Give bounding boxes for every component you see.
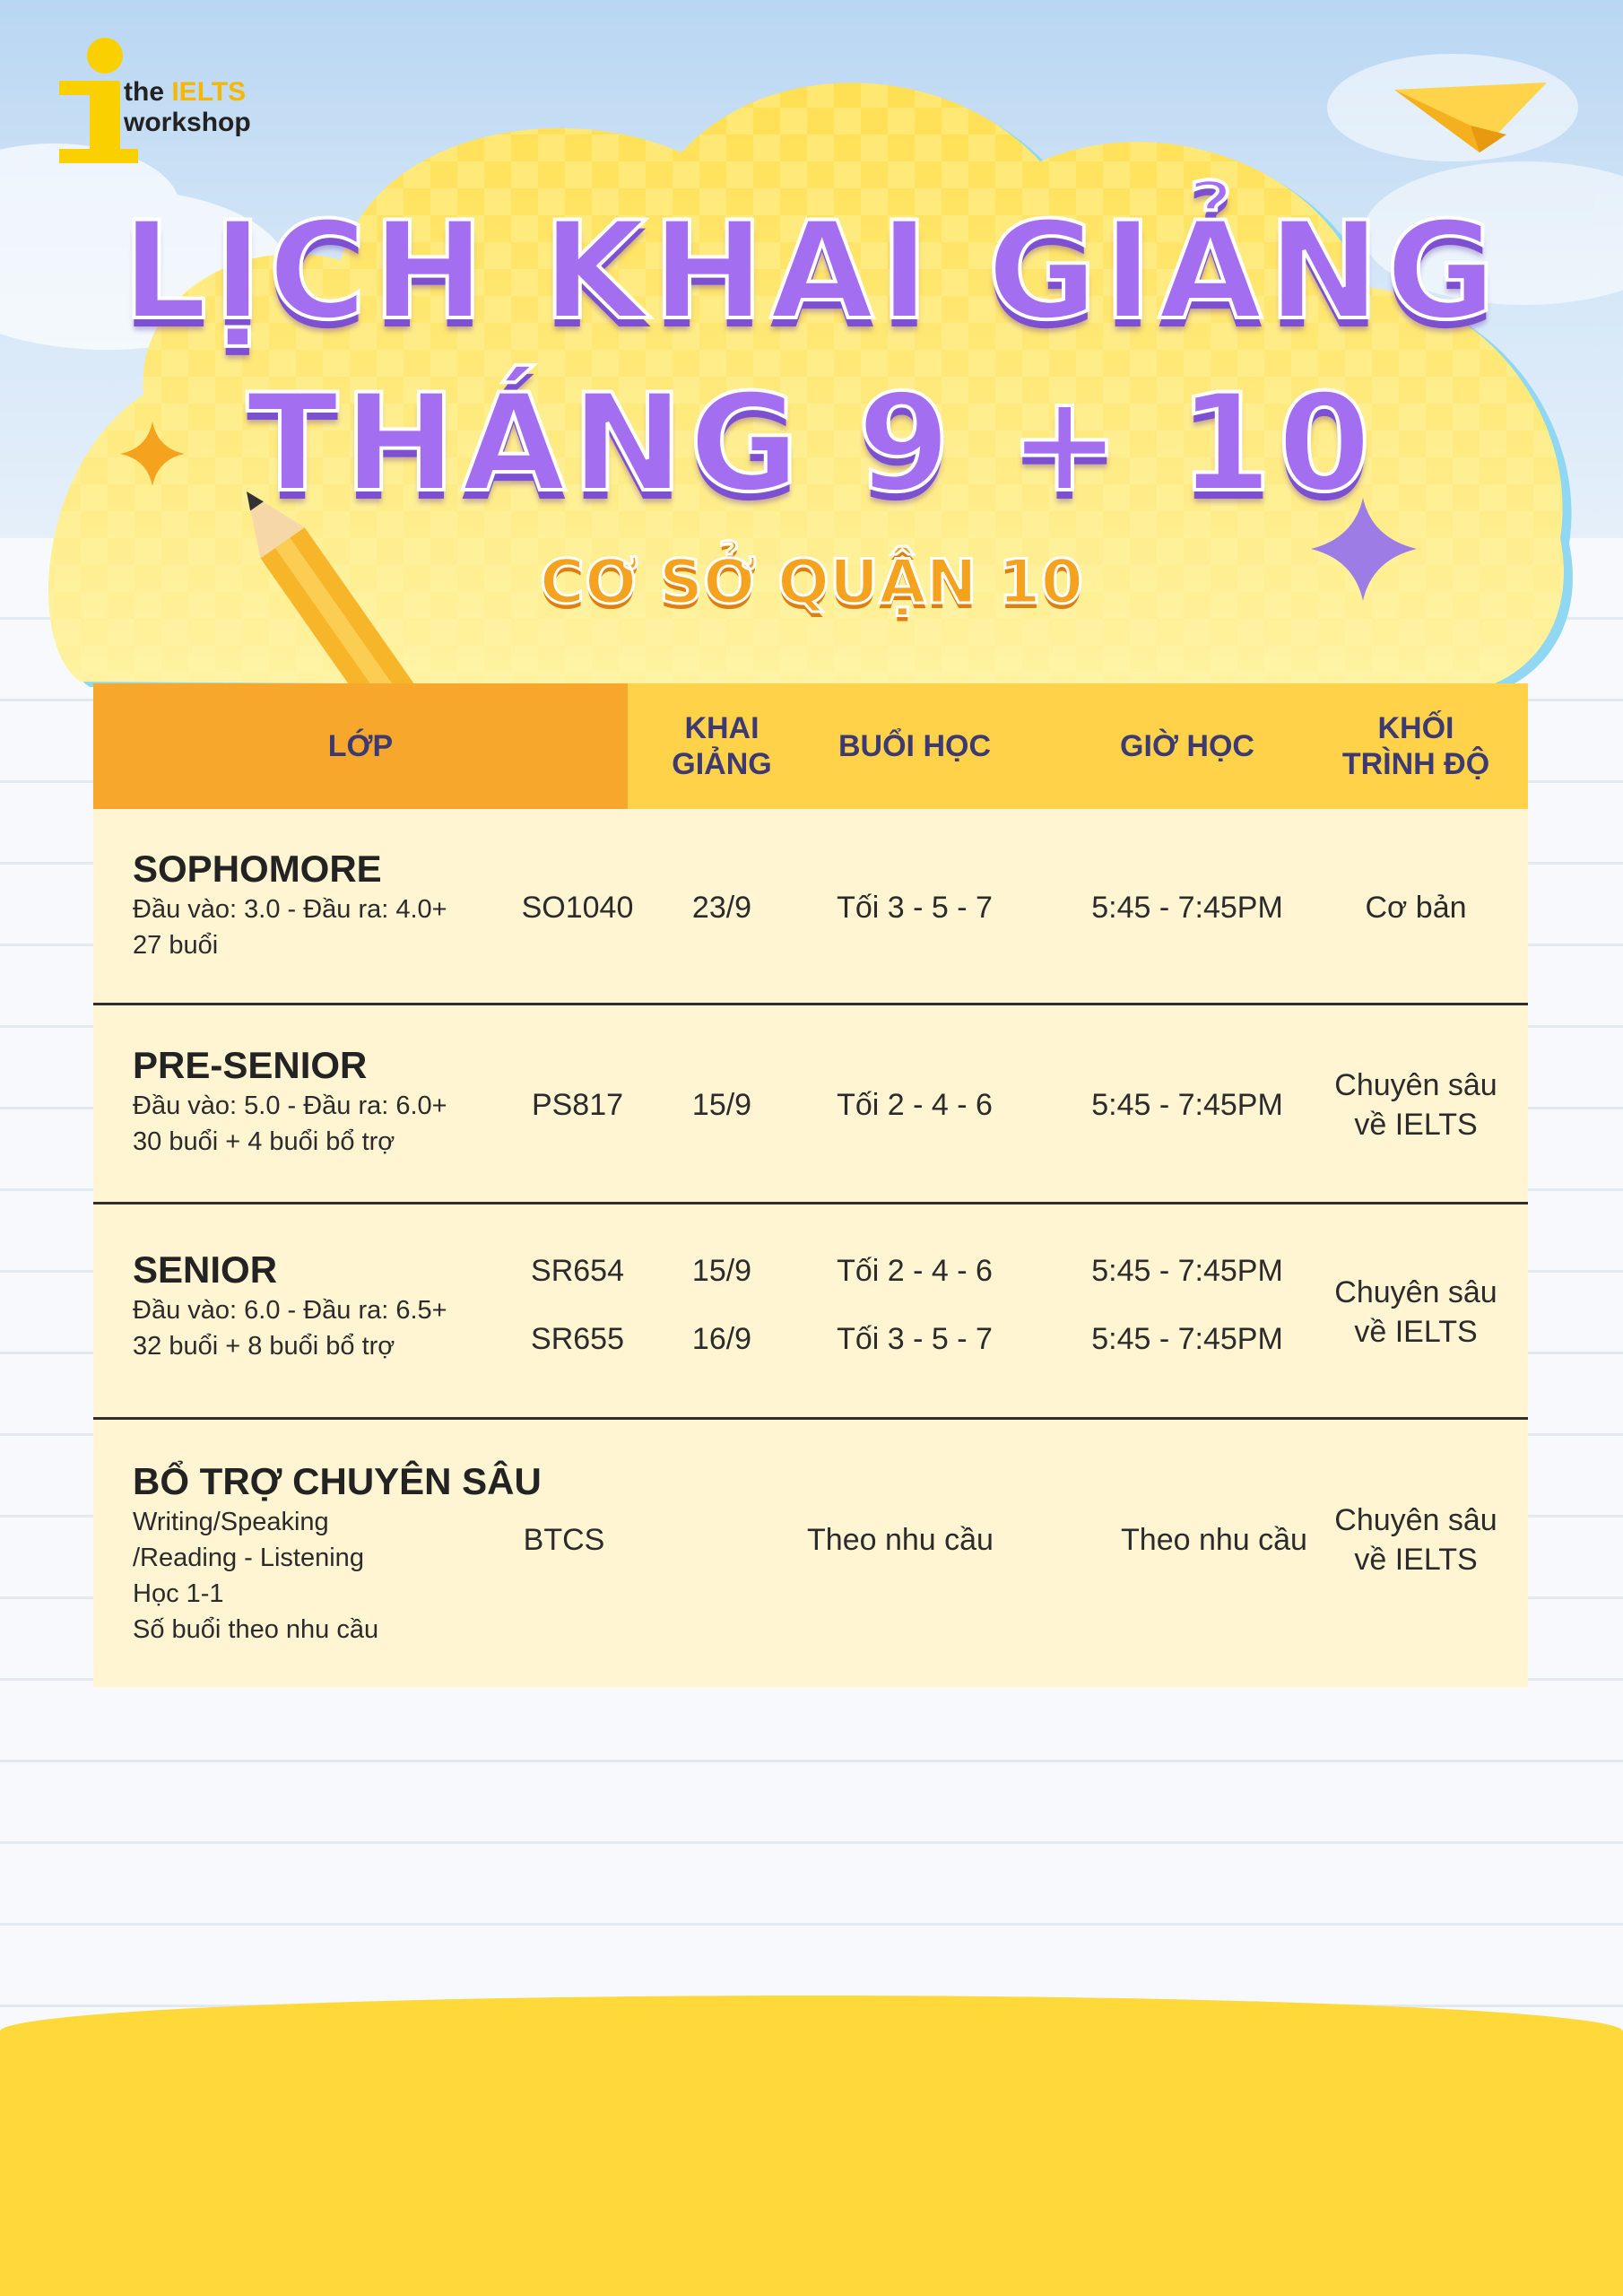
time: 5:45 - 7:45PM [1091,890,1283,925]
time: 5:45 - 7:45PM [1091,1088,1283,1122]
title-line-2: THÁNG 9 + 10 [246,366,1377,522]
title-line-1: LỊCH KHAI GIẢNG [121,194,1502,350]
header-session: BUỔI HỌC [838,729,991,763]
header-start: KHAI GIẢNG [672,711,772,781]
start-date: 16/9 [691,1322,752,1356]
session: Tối 3 - 5 - 7 [837,1322,993,1356]
logo-ielts: IELTS [171,77,247,107]
level: Chuyên sâu về IELTS [1334,1503,1497,1577]
start-date: 23/9 [691,890,752,925]
class-desc: Writing/Speaking /Reading - Listening Học 1-1 Số buổi theo nhu cầu [133,1508,379,1644]
table-header [93,683,1528,809]
start-session: Theo nhu cầu [807,1523,994,1557]
start-date: 15/9 [691,1088,752,1122]
bottom-yellow-band [0,1996,1623,2296]
class-desc: Đầu vào: 3.0 - Đầu ra: 4.0+ 27 buổi [133,895,447,960]
class-name: BỔ TRỢ CHUYÊN SÂU [133,1460,542,1502]
class-name: SOPHOMORE [133,848,382,890]
class-code: SR655 [531,1322,624,1356]
session: Tối 3 - 5 - 7 [837,890,993,925]
header-time: GIỜ HỌC [1120,729,1254,763]
class-code: BTCS [523,1523,605,1557]
table-row [93,1420,1528,1687]
class-code: PS817 [531,1088,624,1122]
subtitle-branch: CƠ SỞ QUẬN 10 [540,547,1083,618]
time: 5:45 - 7:45PM [1091,1322,1283,1356]
class-name: PRE-SENIOR [133,1044,368,1086]
class-desc: Đầu vào: 5.0 - Đầu ra: 6.0+ 30 buổi + 4 buổi bổ trợ [133,1091,447,1156]
table-row [93,809,1528,1005]
header-level: KHỐI TRÌNH ĐỘ [1341,711,1490,781]
class-name: SENIOR [133,1248,278,1291]
table-row [93,1005,1528,1205]
header-class: LỚP [93,683,628,809]
schedule-table [93,683,1528,1687]
start-date: 15/9 [691,1254,752,1288]
class-code: SO1040 [521,890,634,925]
session: Tối 2 - 4 - 6 [837,1254,993,1288]
class-desc: Đầu vào: 6.0 - Đầu ra: 6.5+ 32 buổi + 8 buổi bổ trợ [133,1296,447,1361]
level: Chuyên sâu về IELTS [1334,1275,1497,1349]
logo-the: the [124,77,164,107]
session: Tối 2 - 4 - 6 [837,1088,993,1122]
time: 5:45 - 7:45PM [1091,1254,1283,1288]
level: Chuyên sâu về IELTS [1334,1068,1497,1142]
time: Theo nhu cầu [1121,1523,1307,1557]
class-code: SR654 [531,1254,624,1288]
logo-text [124,77,303,138]
logo-workshop: workshop [124,108,251,137]
table-row [93,1205,1528,1420]
level: Cơ bản [1365,890,1467,925]
